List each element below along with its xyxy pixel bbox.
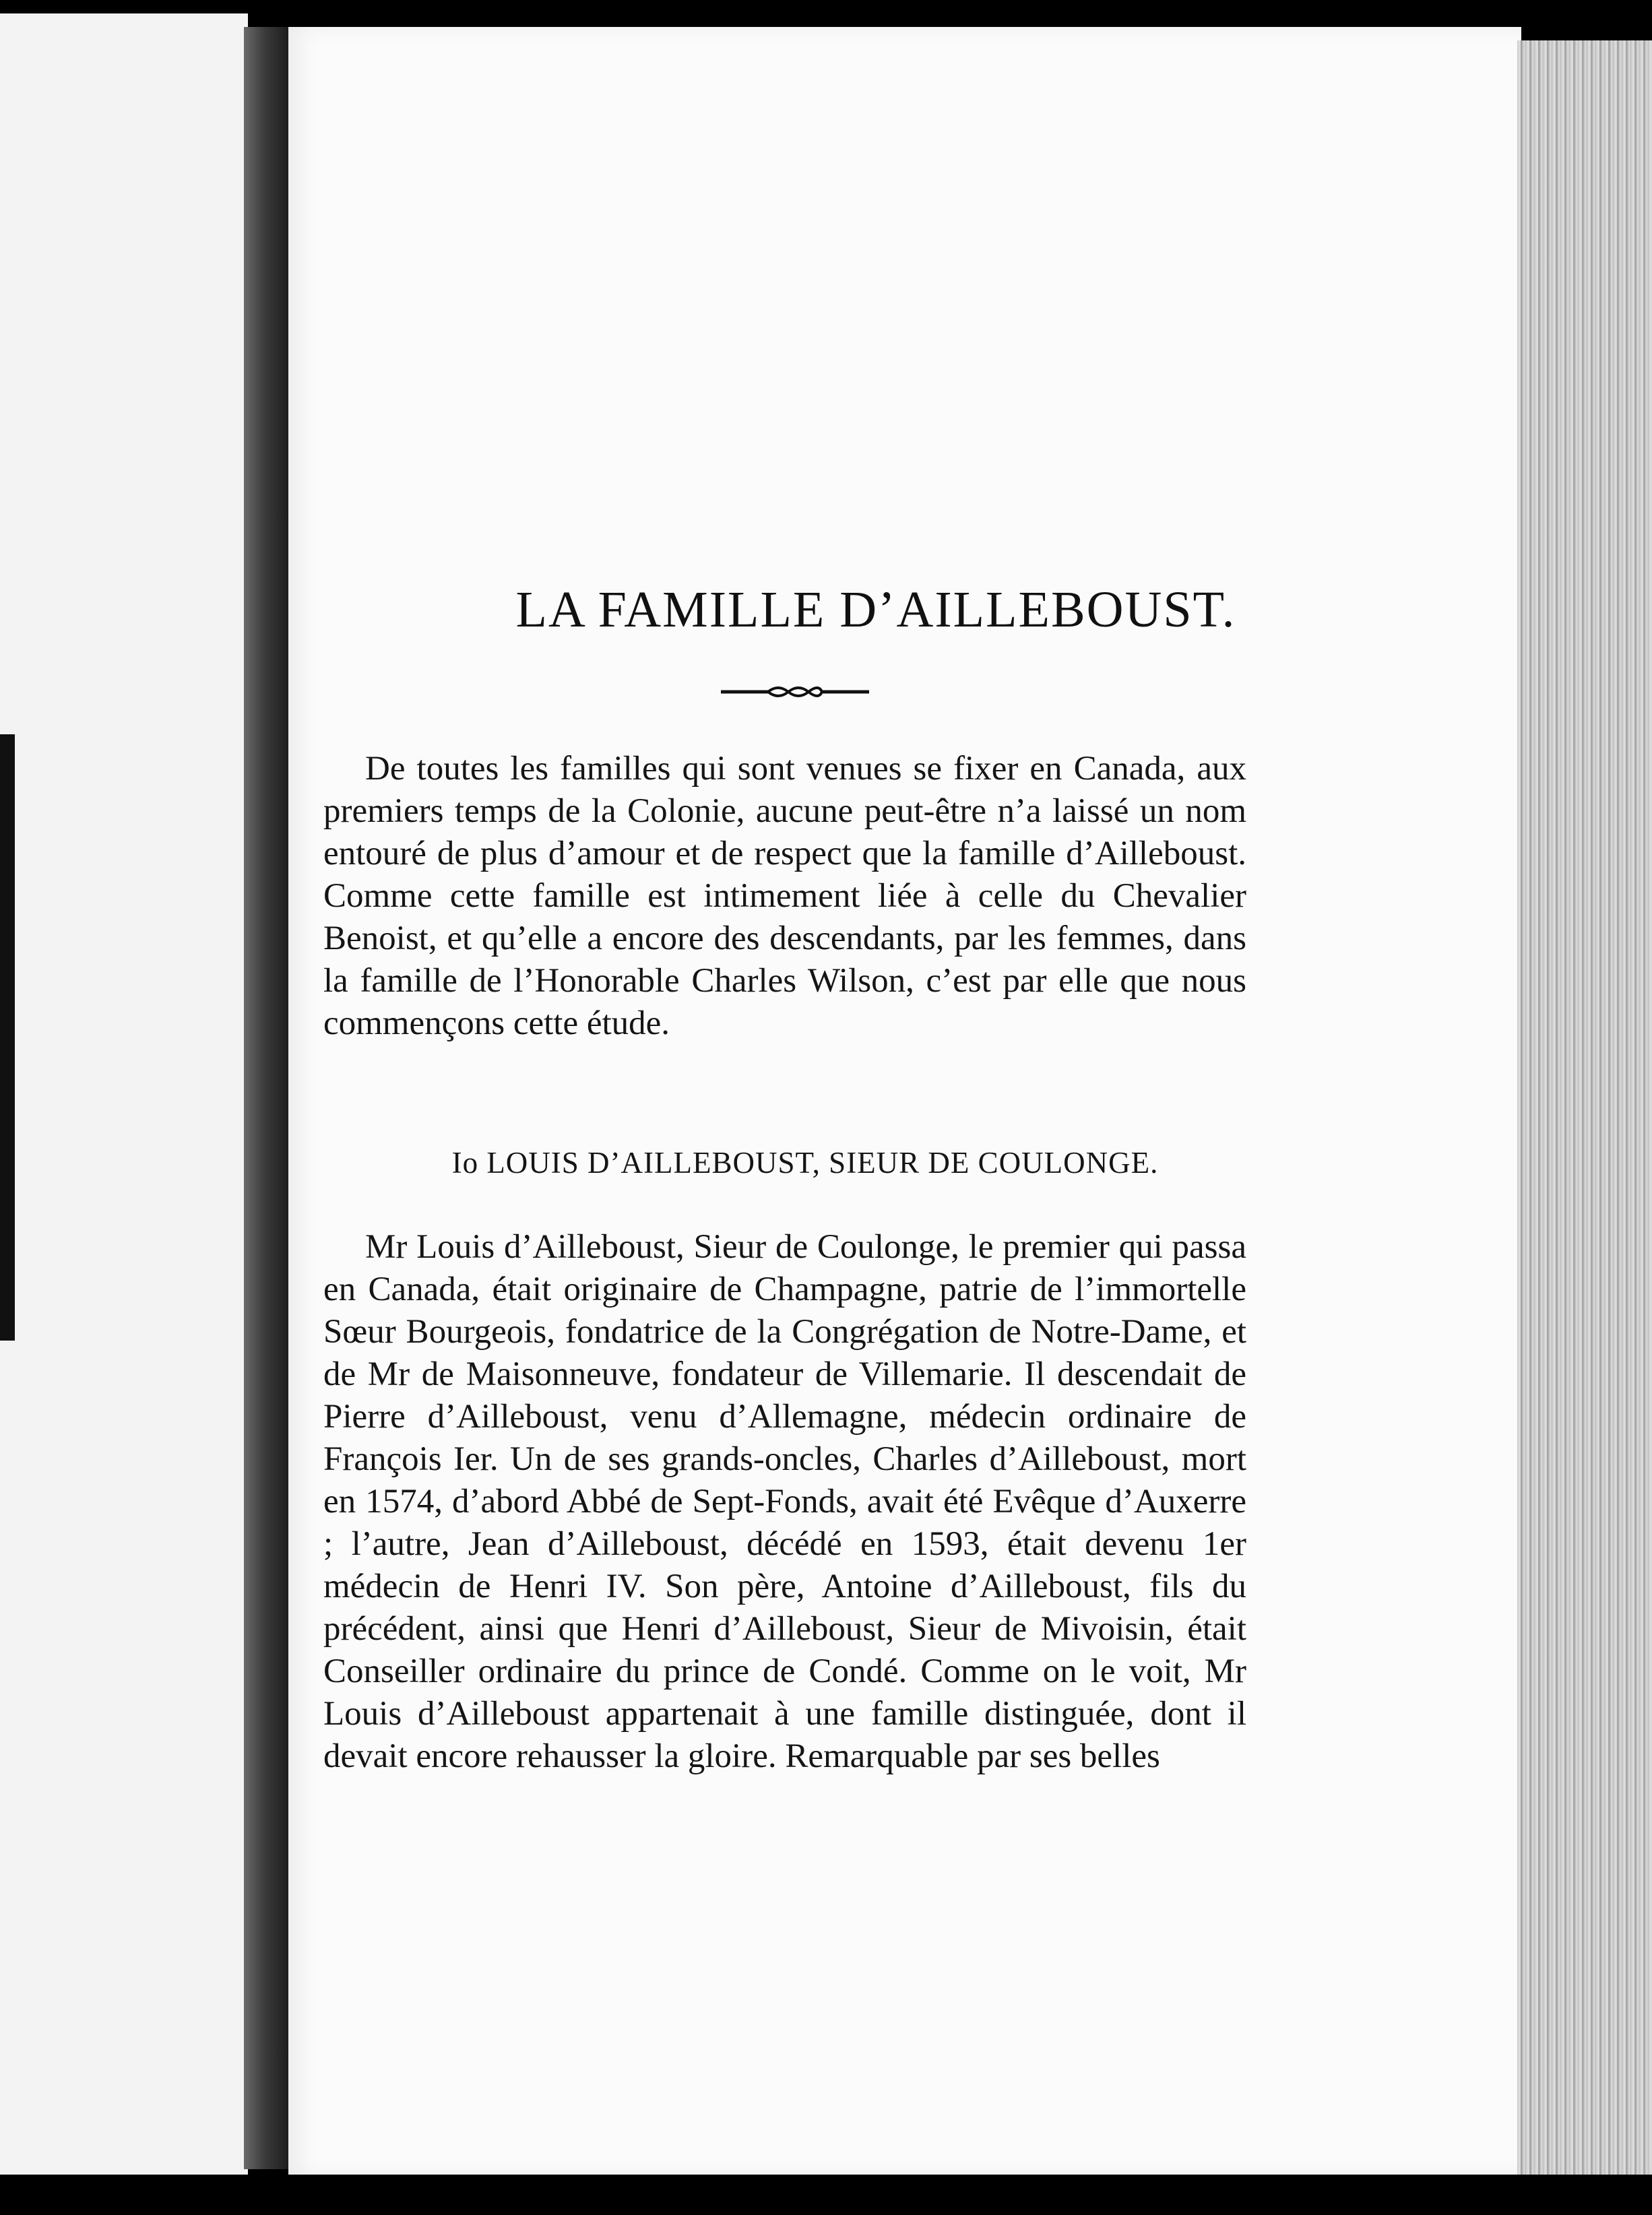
bottom-border [0,2175,1652,2215]
section-paragraph-text: Mr Louis d’Ailleboust, Sieur de Coulonge, le premier qui passa en Canada, était originaire de Champagne, patrie de l’immortelle Sœur Bourgeois, fondatrice de la Congrégation de Notre-Dame, et de Mr de Maisonneuve, fondateur de Villemarie. Il descendait de Pierre d’Ailleboust, venu d’Allemagne, médecin ordinaire de François Ier. Un de ses grands-oncles, Charles d’Ailleboust, mort en 1574, d’abord Abbé de Sept-Fonds, avait été Evêque d’Auxerre ; l’autre, Jean d’Ailleboust, décédé en 1593, était devenu 1er médecin de Henri IV. Son père, Antoine d’Ailleboust, fils du précédent, ainsi que Henri d’Ailleboust, Sieur de Mivoisin, était Conseiller ordinaire du prince de Condé. Comme on le voit, Mr Louis d’Ailleboust appartenait à une famille distinguée, dont il devait encore rehausser la gloire. Remarquable par ses belles [323,1228,1246,1775]
intro-paragraph-text: De toutes les familles qui sont venues se fixer en Canada, aux premiers temps de la Colonie, aucune peut-être n’a laissé un nom entouré de plus d’amour et de respect que la famille d’Ailleboust. Comme cette famille est intimement liée à celle du Chevalier Benoist, et qu’elle a encore des descendants, par les femmes, dans la famille de l’Honorable Charles Wilson, c’est par elle que nous commençons cette étude. [323,750,1246,1042]
left-page [0,13,248,2189]
intro-paragraph [323,748,1246,1045]
page-edges [1517,40,1652,2176]
right-page [288,27,1521,2176]
book-gutter [244,27,291,2169]
chapter-title: LA FAMILLE D’AILLEBOUST. [515,581,1236,638]
section-paragraph [323,1226,1246,1778]
ornament-divider [721,678,869,705]
section-heading: Io LOUIS D’AILLEBOUST, SIEUR DE COULONGE. [451,1146,1159,1180]
left-edge-mark [0,734,15,1341]
